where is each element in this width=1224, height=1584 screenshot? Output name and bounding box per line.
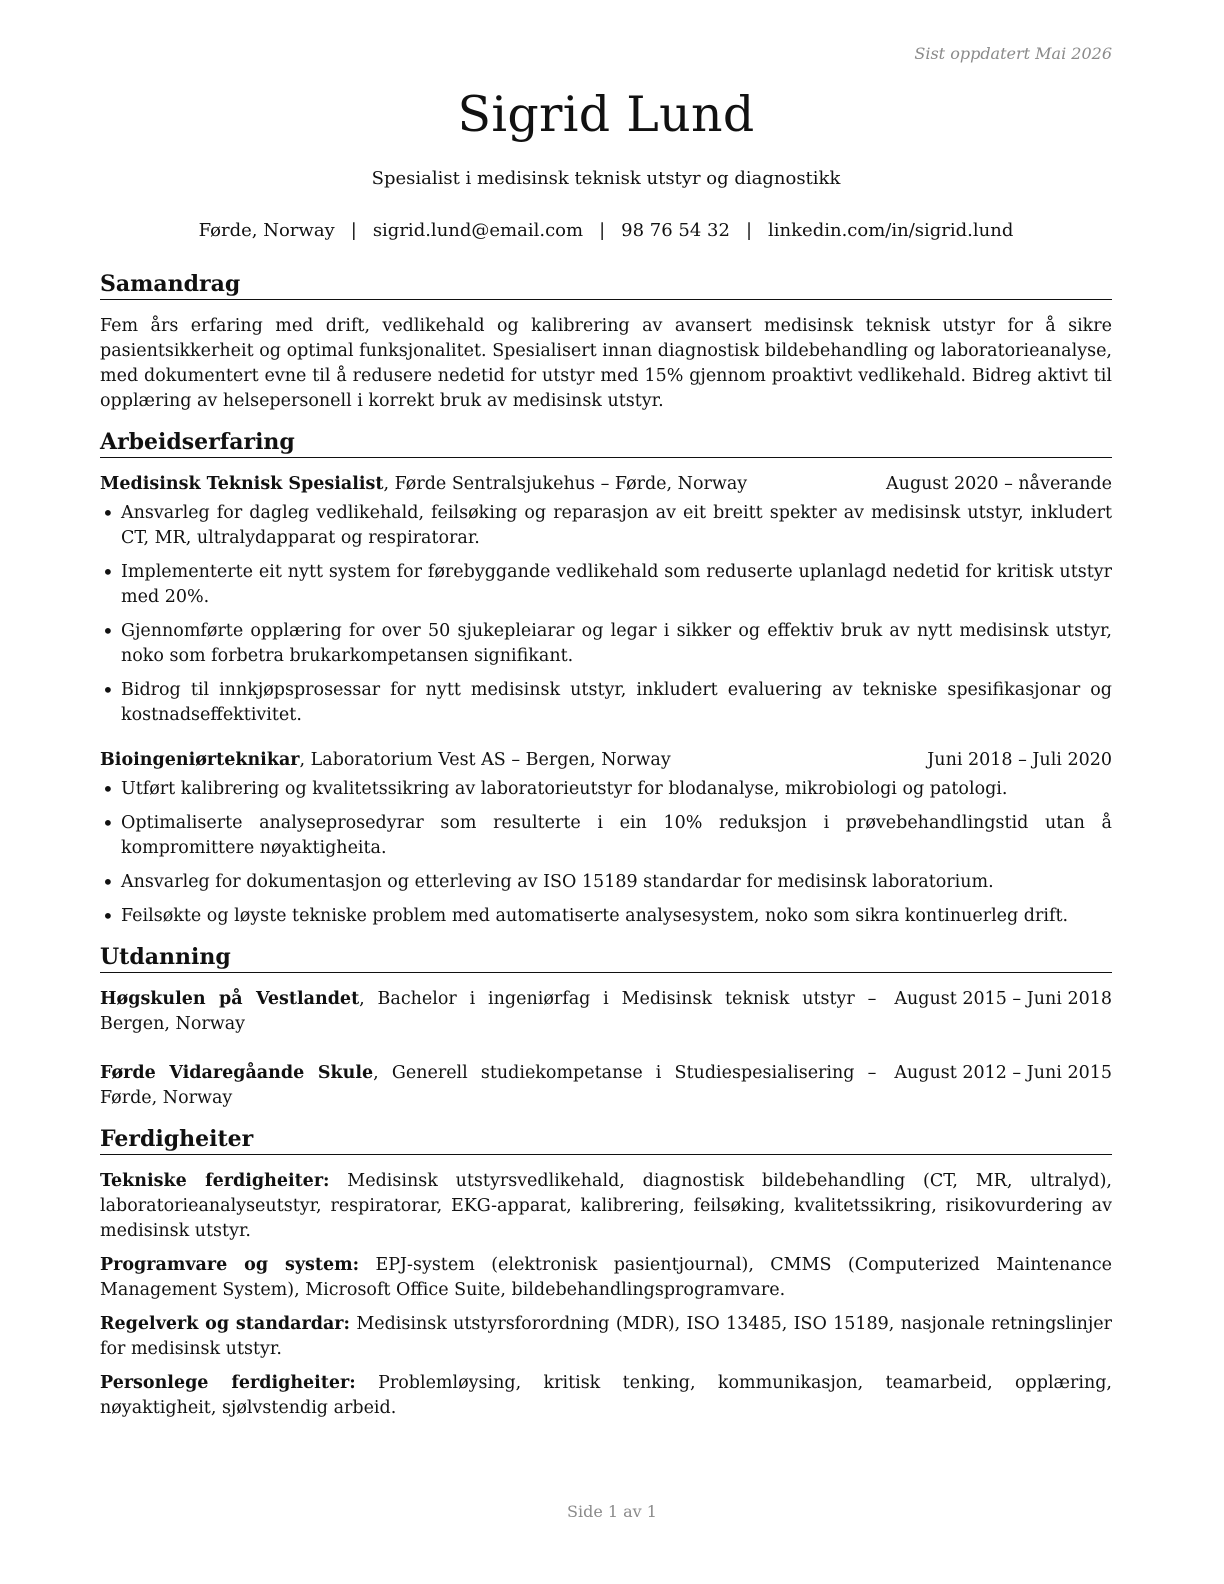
job-bullet: • Utført kalibrering og kvalitetssikring av laboratorieutstyr for blodanalyse, mikrobiologi og patologi. xyxy=(100,777,1112,802)
section-title-summary: Samandrag xyxy=(100,270,1112,300)
job-bullet: • Gjennomførte opplæring for over 50 sjukepleiarar og legar i sikker og effektiv bruk av nytt medisinsk utstyr, noko som forbetra brukarkompetansen signifikant. xyxy=(100,619,1112,669)
skills-section xyxy=(100,1125,1112,1421)
job-role: Bioingeniørteknikar xyxy=(100,750,300,770)
job-entry xyxy=(100,472,1112,728)
contact-line xyxy=(100,220,1112,241)
education-detail: , Bachelor i ingeniørfag i Medisinsk teknisk utstyr – Bergen, Norway xyxy=(100,989,877,1034)
skill-label: Tekniske ferdigheiter: xyxy=(100,1171,330,1191)
education-school: Førde Vidaregåande Skule xyxy=(100,1063,374,1083)
job-header xyxy=(100,472,1112,497)
job-bullet: • Feilsøkte og løyste tekniske problem med automatiserte analysesystem, noko som sikra kontinuerleg drift. xyxy=(100,904,1112,929)
skill-text: Problemløysing, kritisk tenking, kommunikasjon, teamarbeid, opplæring, nøyaktigheit, sjølvstendig arbeid. xyxy=(100,1373,1112,1418)
contact-location: Førde, Norway xyxy=(198,220,335,241)
section-title-experience: Arbeidserfaring xyxy=(100,428,1112,458)
section-title-education: Utdanning xyxy=(100,943,1112,973)
job-bullet: • Ansvarleg for dagleg vedlikehald, feilsøking og reparasjon av eit breitt spekter av medisinsk utstyr, inkludert CT, MR, ultralydapparat og respiratorar. xyxy=(100,501,1112,551)
job-bullet: • Ansvarleg for dokumentasjon og etterleving av ISO 15189 standardar for medisinsk laboratorium. xyxy=(100,870,1112,895)
job-date: August 2020 – nåverande xyxy=(886,474,1112,494)
candidate-headline: Spesialist i medisinsk teknisk utstyr og diagnostikk xyxy=(371,168,841,189)
job-bullets xyxy=(100,501,1112,728)
contact-email[interactable]: sigrid.lund@email.com xyxy=(372,220,584,241)
skill-text: Medisinsk utstyrsvedlikehald, diagnostisk bildebehandling (CT, MR, ultralyd), laboratorieanalyseutstyr, respiratorar, EKG-apparat, kalibrering, feilsøking, kvalitetssikring, risikovurdering av medisinsk utstyr. xyxy=(100,1171,1112,1241)
experience-section xyxy=(100,428,1112,929)
education-header xyxy=(100,1061,1112,1111)
contact-phone: 98 76 54 32 xyxy=(621,220,730,241)
last-updated: Sist oppdatert Mai 2026 xyxy=(914,44,1112,63)
job-org: , Førde Sentralsjukehus – Førde, Norway xyxy=(383,474,748,494)
education-section xyxy=(100,943,1112,1111)
education-header xyxy=(100,987,1112,1037)
resume-content xyxy=(100,270,1112,1435)
skill-line xyxy=(100,1169,1112,1244)
education-detail: , Generell studiekompetanse i Studiespesialisering – Førde, Norway xyxy=(100,1063,877,1108)
summary-section xyxy=(100,270,1112,414)
contact-separator: | xyxy=(350,220,357,241)
contact-linkedin[interactable]: linkedin.com/in/sigrid.lund xyxy=(768,220,1014,241)
job-entry xyxy=(100,748,1112,929)
education-entry xyxy=(100,987,1112,1037)
contact-separator: | xyxy=(599,220,606,241)
education-entry xyxy=(100,1061,1112,1111)
job-role: Medisinsk Teknisk Spesialist xyxy=(100,474,384,494)
resume-page xyxy=(100,0,1112,1584)
skill-label: Personlege ferdigheiter: xyxy=(100,1373,356,1393)
skill-text: Medisinsk utstyrsforordning (MDR), ISO 13485, ISO 15189, nasjonale retningslinjer for medisinsk utstyr. xyxy=(100,1314,1112,1359)
skill-line xyxy=(100,1371,1112,1421)
skill-text: EPJ-system (elektronisk pasientjournal), CMMS (Computerized Maintenance Management System), Microsoft Office Suite, bildebehandlingsprogramvare. xyxy=(100,1255,1113,1300)
education-date: August 2012 – Juni 2015 xyxy=(894,1063,1112,1083)
contact-separator: | xyxy=(745,220,753,241)
section-title-skills: Ferdigheiter xyxy=(100,1125,1112,1155)
job-date: Juni 2018 – Juli 2020 xyxy=(927,750,1112,770)
skill-line xyxy=(100,1312,1112,1362)
job-bullet: • Optimaliserte analyseprosedyrar som resulterte i ein 10% reduksjon i prøvebehandlingstid utan å kompromittere nøyaktigheita. xyxy=(100,811,1112,861)
page-number: Side 1 av 1 xyxy=(567,1502,657,1521)
summary-text: Fem års erfaring med drift, vedlikehald og kalibrering av avansert medisinsk teknisk utstyr for å sikre pasientsikkerheit og optimal funksjonalitet. Spesialisert innan diagnostisk bildebehandling og laboratorieanalyse, med dokumentert evne til å redusere nedetid for utstyr med 15% gjennom proaktivt vedlikehald. Bidreg aktivt til opplæring av helsepersonell i korrekt bruk av medisinsk utstyr. xyxy=(100,316,1112,411)
job-header xyxy=(100,748,1112,773)
candidate-name: Sigrid Lund xyxy=(457,86,755,143)
job-bullets xyxy=(100,777,1112,929)
education-date: August 2015 – Juni 2018 xyxy=(894,989,1112,1009)
skill-label: Regelverk og standardar: xyxy=(100,1314,350,1334)
skill-line xyxy=(100,1253,1112,1303)
job-org: , Laboratorium Vest AS – Bergen, Norway xyxy=(299,750,671,770)
education-school: Høgskulen på Vestlandet xyxy=(100,989,360,1009)
job-bullet: • Implementerte eit nytt system for førebyggande vedlikehald som reduserte uplanlagd nedetid for kritisk utstyr med 20%. xyxy=(100,560,1112,610)
skill-label: Programvare og system: xyxy=(100,1255,360,1275)
job-bullet: • Bidrog til innkjøpsprosessar for nytt medisinsk utstyr, inkludert evaluering av tekniske spesifikasjonar og kostnadseffektivitet. xyxy=(100,678,1112,728)
